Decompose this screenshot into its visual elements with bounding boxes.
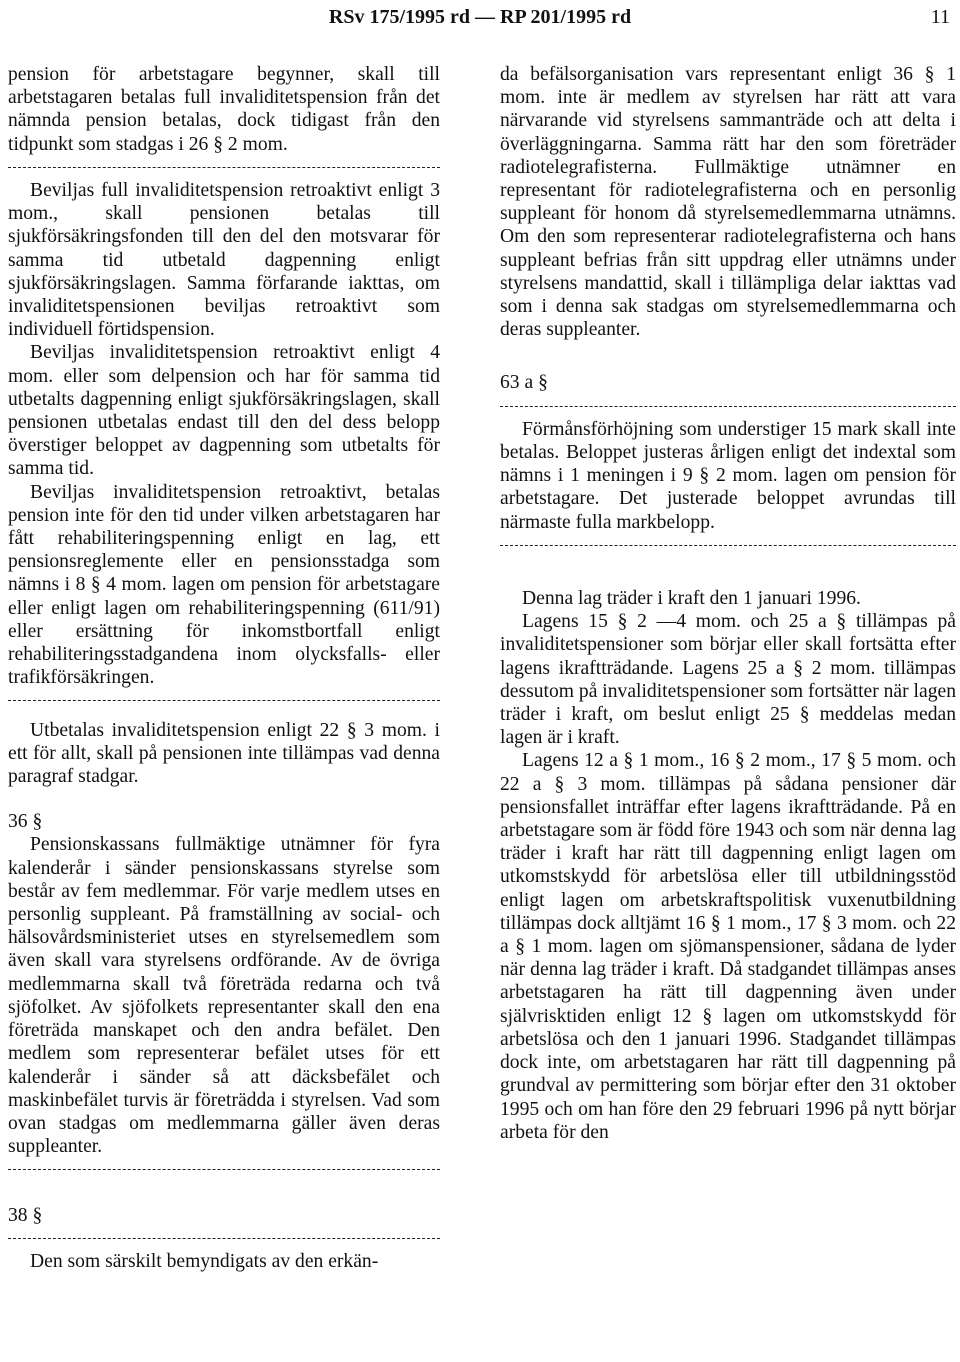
- dashed-separator: [8, 689, 440, 712]
- paragraph: Lagens 12 a § 1 mom., 16 § 2 mom., 17 § 5 mom. och 22 a § 3 mom. tillämpas på sådana pensioner där pensionsfallet inträffar efter lagens ikraftträdande. På en arbetstagare som är född före 1943 och som när denna lag träder i kraft har rätt till dagpenning enligt lagen om utkomstskydd för arbetslösa eller till utbildningsstöd enligt lagen om arbetskraftspolitisk vuxenutbildning tillämpas dock alltjämt 16 § 1 mom., 17 § 3 mom. och 22 a § 1 mom. lagen om sjömanspensioner, sådana de lyder när denna lag träder i kraft. Då stadgandet tillämpas anses arbetstagaren ha rätt till dagpenning även under självrisktiden enligt 12 § lagen om utkomstskydd för arbetslösa och den 1 januari 1996. Stadgandet tillämpas dock inte, om arbetstagaren har rätt till dagpenning på grundval av permittering som börjar efter den 31 oktober 1995 och om han före den 29 februari 1996 på nytt börjar arbeta för den: [500, 750, 956, 1143]
- paragraph: Den som särskilt bemyndigats av den erkän-: [30, 1250, 379, 1272]
- left-column: [8, 63, 440, 1273]
- paragraph: pension för arbetstagare begynner, skall till arbetstagaren betalas full invaliditetspension från det nämnda pension betalas, dock tidigast från den tidpunkt som stadgas i 26 § 2 mom.: [8, 64, 440, 155]
- section-heading: 38 §: [8, 1204, 43, 1226]
- right-column: [500, 63, 956, 1144]
- paragraph: Förmånsförhöjning som understiger 15 mark skall inte betalas. Beloppet justeras årligen enligt det indextal som nämns i 1 meningen i 9 § 2 mom. lagen om pension för arbetstagare. Det justerade beloppet avrundas till närmaste fulla markbelopp.: [500, 418, 956, 533]
- dashed-separator: [8, 1158, 440, 1181]
- section-heading: 63 a §: [500, 372, 548, 394]
- section-heading: 36 §: [8, 811, 43, 833]
- dashed-separator: [500, 395, 956, 418]
- page-header: [0, 4, 960, 34]
- paragraph: Utbetalas invaliditetspension enligt 22 § 3 mom. i ett för allt, skall på pensionen inte tillämpas vad denna paragraf stadgar.: [8, 719, 440, 788]
- document-reference: RSv 175/1995 rd — RP 201/1995 rd: [328, 6, 632, 28]
- page-number: 11: [930, 6, 950, 28]
- paragraph: Beviljas invaliditetspension retroaktivt, betalas pension inte för den tid under vilken arbetstagaren har fått rehabiliteringspenning enligt en lag, ett pensionsreglemente eller en pensionsstadga som nämns i 8 § 4 mom. lagen om pension för arbetstagare eller enligt lagen om rehabiliteringspenning (611/91) eller ersättning för inkomstbortfall enligt rehabiliteringsstadgandena inom olycksfalls- eller trafikförsäkringen.: [8, 481, 440, 689]
- paragraph: da befälsorganisation vars representant enligt 36 § 1 mom. inte är medlem av styrelsen har rätt att vara närvarande vid styrelsens sammanträde och att delta i överläggningarna. Samma rätt har den som företräder radiotelegrafisterna. Fullmäktige utnämner en representant för radiotelegrafisterna och en personlig suppleant för honom då styrelsemedlemmarna utnämns. Om den som representerar radiotelegrafisterna och hans suppleant befrias från sitt uppdrag eller utnämns under styrelsens mandattid, skall i tillämpliga delar iakttas vad som i denna sak stadgas om styrelsemedlemmarna och deras suppleanter.: [500, 64, 956, 341]
- paragraph: Pensionskassans fullmäktige utnämner för fyra kalenderår i sänder pensionskassans styrelse som består av fem medlemmar. För varje medlem utses en personlig suppleant. På framställning av social- och hälsovårdsministeriet utses en styrelsemedlem som även skall vara styrelsens ordförande. Av de övriga medlemmarna skall två företräda redarna och två sjöfolket. Av sjöfolkets representanter skall den ena företräda manskapet och den andra befälet. Den medlem som representerar befälet utses för ett kalenderår i sänder så att däcksbefälet och maskinbefälet turvis är företrädda i styrelsen. Vad som ovan stadgas om medlemmarna gäller även deras suppleanter.: [8, 834, 440, 1158]
- dashed-separator: [500, 534, 956, 557]
- paragraph: Beviljas full invaliditetspension retroaktivt enligt 3 mom., skall pensionen betalas till sjukförsäkringsfonden till den del den motsvarar för samma tid utbetald dagpenning enligt sjukförsäkringslagen. Samma förfarande iakttas, om invaliditetspensionen beviljas retroaktivt som individuell förtidspension.: [8, 180, 440, 341]
- dashed-separator: [8, 1227, 440, 1250]
- paragraph: Lagens 15 § 2 —4 mom. och 25 a § tillämpas på invaliditetspensioner som börjar eller skall fortsätta efter lagens ikraftträdande. Lagens 25 a § 2 mom. tillämpas dessutom på invaliditetspensioner som fortsätter när lagen träder i kraft, om beslut enligt 25 § meddelas medan lagen är i kraft.: [500, 611, 956, 749]
- paragraph: Denna lag träder i kraft den 1 januari 1996.: [522, 588, 861, 610]
- paragraph: Beviljas invaliditetspension retroaktivt enligt 4 mom. eller som delpension och har för samma tid utbetalts dagpenning enligt sjukförsäkringslagen, skall pensionen utbetalas endast till den del dess belopp överstiger beloppet av dagpenning som utbetalts för samma tid.: [8, 342, 440, 480]
- dashed-separator: [8, 156, 440, 179]
